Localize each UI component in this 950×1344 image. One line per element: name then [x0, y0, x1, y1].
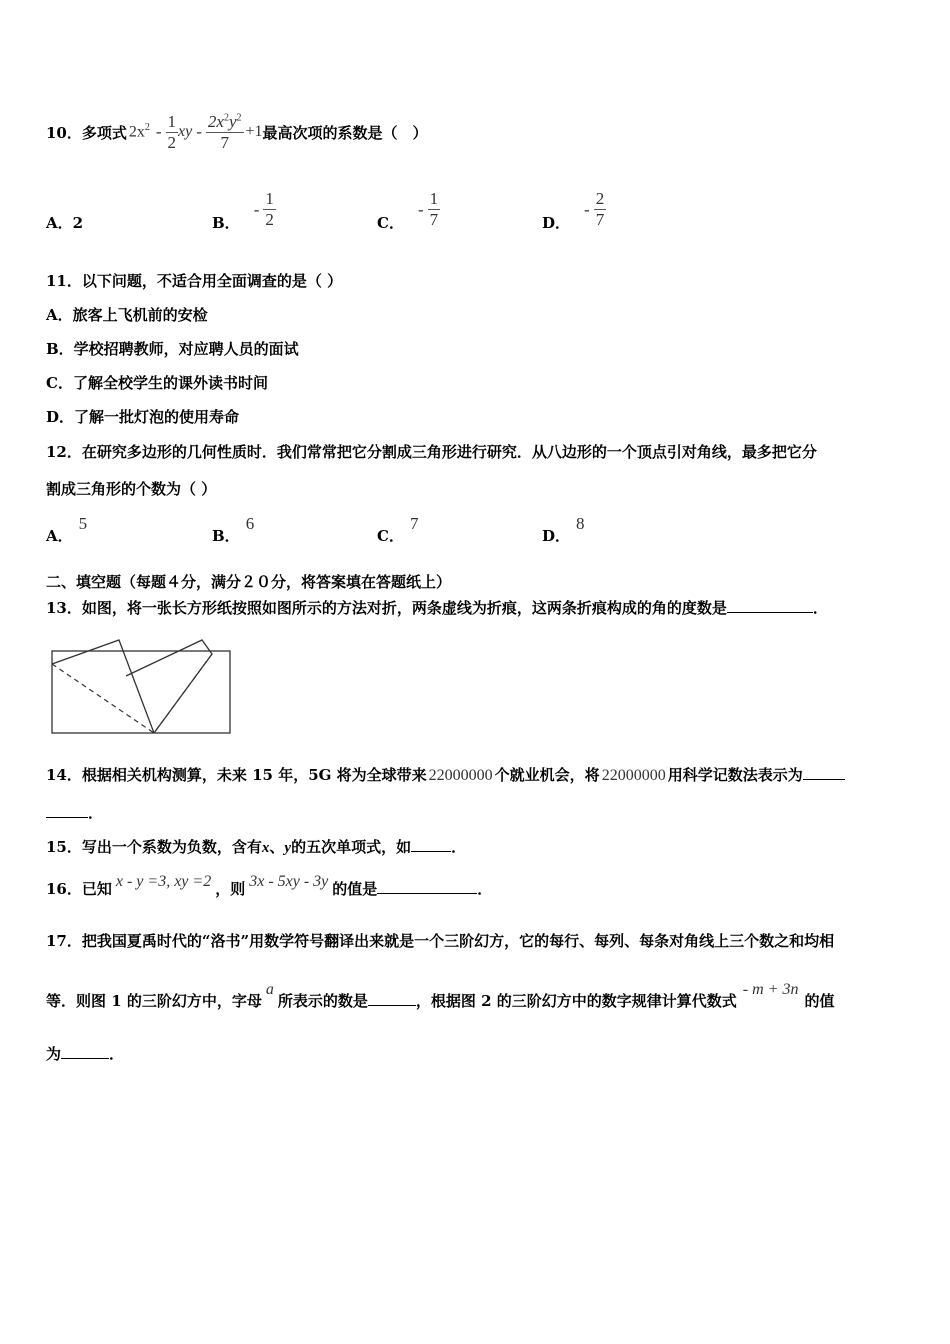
q11-option-a: A．旅客上飞机前的安检 [46, 306, 208, 324]
q10-plus-one: +1 [245, 123, 263, 141]
q17-stem-line3: 为 ． [46, 1045, 125, 1063]
q10-term1-exp: 2 [144, 122, 150, 134]
q10-stem [46, 112, 428, 152]
section2-heading: 二、填空题（每题４分，满分２０分，将答案填在答题纸上） [46, 573, 452, 591]
q12-stem-line2: 割成三角形的个数为（ ） [46, 480, 217, 498]
q10-frac2-num-b: y [228, 112, 237, 131]
q15-var-x: x [261, 840, 270, 856]
q11-stem: 11．以下问题，不适合用全面调查的是（ ） [46, 272, 343, 290]
q14-answer-blank-1[interactable] [803, 764, 845, 780]
q10-option-b-frac: $\frac{1}{2}$ [265, 189, 274, 229]
q10-option-d: D． - $\frac{2}{7}$ [542, 189, 605, 232]
q10-frac2-num-exp2: 2 [236, 112, 242, 124]
q10-frac1 [166, 112, 179, 152]
q10-frac1-den: 2 [167, 132, 177, 152]
q12-stem-line1: 12．在研究多边形的几何性质时．我们常常把它分割成三角形进行研究．从八边形的一个顶点引对角线，最多把它分 [46, 443, 817, 461]
q10-option-d-frac: $\frac{2}{7}$ [595, 189, 605, 229]
q13-fold-figure [44, 636, 244, 740]
q14-stem: 14．根据相关机构测算，未来 15 年，5G 将为全球带来 22000000 个就业机会，将 22000000 用科学记数法表示为 [46, 764, 845, 785]
q10-option-b: B． - $\frac{1}{2}$ [212, 189, 274, 232]
q14-number-1: 22000000 [428, 767, 493, 784]
q15-var-y: y [284, 840, 292, 856]
q10-option-a: A．2 [46, 214, 84, 232]
q13-answer-blank[interactable] [727, 597, 813, 613]
q17-stem-line2: 等．则图 1 的三阶幻方中，字母a所表示的数是 ，根据图 2 的三阶幻方中的数字规律计算代数式- m + 3n的值 [46, 981, 835, 1010]
q16-expression: 3x - 5xy - 3y [249, 873, 329, 890]
folded-flap-left [52, 640, 154, 733]
q16-stem: 16．已知 x - y =3, xy =2 ，则 3x - 5xy - 3y 的值是 ． [46, 873, 493, 898]
q10-frac2-num-a: 2x [207, 112, 224, 131]
q11-option-b: B．学校招聘教师，对应聘人员的面试 [46, 340, 299, 358]
q15-answer-blank[interactable] [411, 836, 451, 852]
q10-frac2-den: 7 [220, 132, 229, 152]
q17-answer-blank-2[interactable] [61, 1043, 109, 1059]
q17-answer-blank-1[interactable] [368, 990, 416, 1006]
q12-option-d: D．8 [542, 514, 585, 545]
q10-frac1-num: 1 [167, 112, 177, 131]
q13-stem: 13．如图，将一张长方形纸按照如图所示的方法对折，两条虚线为折痕，这两条折痕构成的角的度数是 ． [46, 599, 828, 617]
q12-option-c: C．7 [377, 514, 419, 545]
q16-answer-blank[interactable] [377, 878, 477, 894]
q10-option-c: C． - $\frac{1}{7}$ [377, 189, 439, 232]
q12-option-b: B．6 [212, 514, 255, 545]
folded-flap-right [126, 640, 212, 733]
q10-prefix: 10．多项式 [46, 123, 127, 142]
q10-option-c-frac: $\frac{1}{7}$ [429, 189, 439, 229]
q12-option-a: A．5 [46, 514, 88, 545]
crease-left [52, 664, 154, 733]
q17-stem-line1: 17．把我国夏禹时代的“洛书”用数学符号翻译出来就是一个三阶幻方，它的每行、每列、每条对角线上三个数之和均相 [46, 932, 835, 950]
rectangle-paper [52, 651, 230, 733]
q14-number-2: 22000000 [601, 767, 666, 784]
q14-answer-blank-2[interactable] [46, 802, 88, 818]
q10-minus2: - [196, 122, 202, 142]
q10-minus1: - [155, 122, 162, 142]
q16-condition: x - y =3, xy =2 [115, 873, 212, 890]
q14-stem-line2: ． [46, 802, 103, 823]
q10-term1: 2x [128, 123, 145, 141]
q10-frac2 [206, 112, 244, 152]
q10-term2: xy [178, 123, 193, 141]
q10-frac2-num-exp1: 2 [223, 112, 229, 124]
q15-stem: 15．写出一个系数为负数，含有x、y的五次单项式，如 ． [46, 838, 467, 856]
q11-option-d: D．了解一批灯泡的使用寿命 [46, 408, 240, 426]
q17-letter-a: a [265, 981, 274, 998]
q10-suffix: 最高次项的系数是（ ） [262, 123, 428, 142]
q17-expression: - m + 3n [742, 981, 799, 998]
q11-option-c: C．了解全校学生的课外读书时间 [46, 374, 268, 392]
